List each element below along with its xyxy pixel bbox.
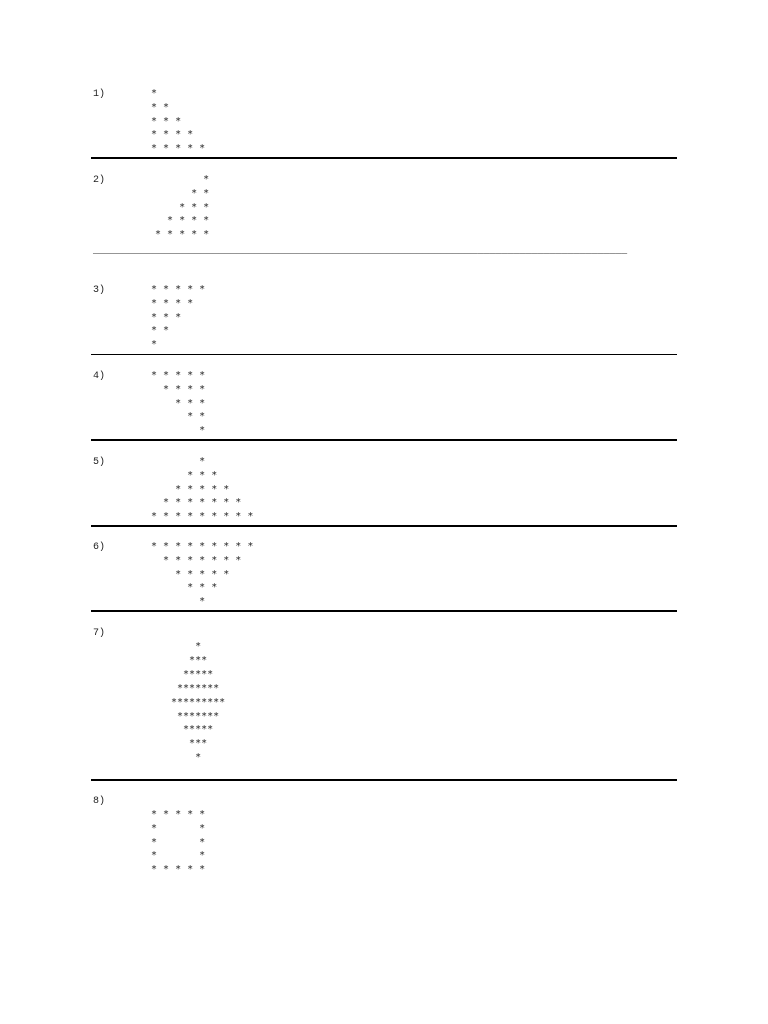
pattern-line: * * * * * — [151, 483, 230, 495]
problem-4-pattern — [151, 369, 205, 438]
pattern-line: ***** — [171, 668, 214, 680]
divider-rule — [91, 354, 677, 355]
pattern-line: * * * * * — [151, 370, 206, 381]
pattern-line: ***** — [171, 724, 214, 736]
problem-3-number: 3) — [93, 285, 106, 296]
pattern-line: * * * * — [151, 383, 206, 395]
pattern-line: * * — [151, 325, 170, 337]
pattern-line: * * * — [151, 469, 218, 481]
pattern-line: * — [151, 596, 206, 607]
pattern-line: * * * * — [155, 215, 210, 227]
pattern-line: * * — [151, 101, 170, 113]
pattern-line: * * * * * — [155, 229, 210, 240]
pattern-line: * * * — [155, 201, 210, 213]
pattern-line: * * * — [151, 397, 206, 409]
pattern-line: * * * * * — [151, 284, 206, 295]
divider-rule — [91, 439, 677, 441]
problem-1-pattern — [151, 87, 205, 156]
pattern-line: * * * * * * * — [151, 554, 242, 566]
pattern-line: * — [151, 425, 206, 436]
pattern-line: * * — [155, 187, 210, 199]
problem-1-number: 1) — [93, 89, 106, 100]
problem-7-pattern — [171, 640, 225, 765]
pattern-line: * * * * * * * — [151, 497, 242, 509]
pattern-line: * — [171, 641, 202, 652]
pattern-line: * * * * * — [151, 568, 230, 580]
problem-8-number: 8) — [93, 796, 106, 807]
problem-5-number: 5) — [93, 457, 106, 468]
pattern-line: * — [151, 88, 158, 99]
problem-4-number: 4) — [93, 371, 106, 382]
divider-rule — [91, 779, 677, 781]
pattern-line: * — [171, 752, 202, 764]
problem-2-pattern — [155, 173, 209, 242]
pattern-line: *** — [171, 654, 208, 666]
pattern-line: * * * * * * * * * — [151, 541, 254, 552]
divider-rule — [91, 157, 677, 159]
problem-2-number: 2) — [93, 175, 106, 186]
pattern-line: * * * * * — [151, 809, 206, 820]
underscore-separator: _________________________________________________________________________________________ — [93, 246, 628, 257]
pattern-line: ******* — [171, 710, 220, 722]
pattern-line: * * * — [151, 311, 182, 323]
pattern-line: * * * * — [151, 297, 194, 309]
pattern-line: * * — [151, 411, 206, 423]
divider-rule — [91, 525, 677, 527]
pattern-line: * * * * * — [151, 143, 206, 154]
pattern-line: * * — [151, 836, 206, 848]
pattern-line: * * * * — [151, 129, 194, 141]
pattern-line: * * * — [151, 582, 218, 594]
pattern-line: * * * * * * * * * — [151, 511, 254, 522]
pattern-line: * — [151, 456, 206, 467]
pattern-line: * — [155, 174, 210, 185]
problem-6-pattern — [151, 540, 253, 609]
problem-7-number: 7) — [93, 628, 106, 639]
pattern-line: * * — [151, 850, 206, 862]
pattern-line: * * * — [151, 115, 182, 127]
problem-6-number: 6) — [93, 542, 106, 553]
problem-8-pattern — [151, 808, 205, 877]
pattern-line: *** — [171, 738, 208, 750]
pattern-line: * * — [151, 822, 206, 834]
pattern-line: ********* — [171, 696, 226, 708]
pattern-line: * — [151, 339, 158, 350]
pattern-line: ******* — [171, 682, 220, 694]
problem-5-pattern — [151, 455, 253, 524]
problem-3-pattern — [151, 283, 205, 352]
pattern-line: * * * * * — [151, 864, 206, 875]
divider-rule — [91, 610, 677, 612]
